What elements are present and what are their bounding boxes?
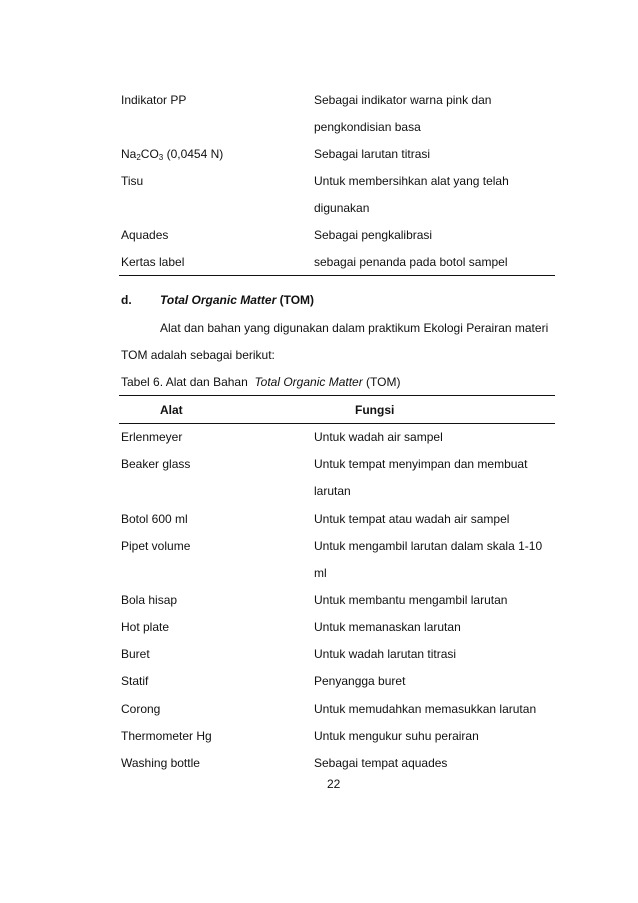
table-row-alat: Hot plate	[121, 620, 170, 634]
table-row-alat: Pipet volume	[121, 539, 191, 553]
table-bottom-rule	[119, 275, 555, 276]
table-row-fungsi: Sebagai tempat aquades	[314, 756, 448, 770]
table-row-alat: Beaker glass	[121, 457, 191, 471]
table-row-fungsi: Sebagai indikator warna pink dan	[314, 93, 492, 107]
page-number: 22	[327, 777, 341, 791]
table-row-fungsi: Penyangga buret	[314, 674, 406, 688]
table-row-fungsi: Untuk membantu mengambil larutan	[314, 593, 508, 607]
table-row-alat: Tisu	[121, 174, 144, 188]
table-row-fungsi-cont: larutan	[314, 484, 351, 498]
table-row-fungsi: Untuk mengambil larutan dalam skala 1-10	[314, 539, 543, 553]
table-row-alat: Erlenmeyer	[121, 430, 183, 444]
table-row-fungsi-cont: ml	[314, 566, 327, 580]
section-letter: d.	[121, 293, 132, 307]
table-row-fungsi-cont: digunakan	[314, 201, 370, 215]
section-title: Total Organic Matter (TOM)	[160, 293, 315, 307]
table-caption: Tabel 6. Alat dan Bahan Total Organic Matter (TOM)	[121, 375, 401, 389]
table-row-alat: Aquades	[121, 228, 169, 242]
table-row-alat: Buret	[121, 647, 150, 661]
header-fungsi: Fungsi	[355, 403, 395, 417]
table-row-alat: Washing bottle	[121, 756, 200, 770]
table-row-alat: Indikator PP	[121, 93, 187, 107]
table-row-fungsi-cont: pengkondisian basa	[314, 120, 421, 134]
paragraph-line: TOM adalah sebagai berikut:	[121, 348, 275, 362]
table-row-fungsi: Untuk wadah air sampel	[314, 430, 443, 444]
table-row-fungsi: Untuk memanaskan larutan	[314, 620, 461, 634]
table-row-alat: Botol 600 ml	[121, 512, 188, 526]
table-row-fungsi: Untuk wadah larutan titrasi	[314, 647, 457, 661]
table-row-alat: Statif	[121, 674, 149, 688]
table-top-rule	[119, 395, 555, 396]
table-row-fungsi: Untuk membersihkan alat yang telah	[314, 174, 509, 188]
table-row-fungsi: Untuk mengukur suhu perairan	[314, 729, 479, 743]
paragraph-line: Alat dan bahan yang digunakan dalam praktikum Ekologi Perairan materi	[160, 321, 549, 335]
table-header-rule	[119, 423, 555, 424]
table-row-fungsi: Sebagai pengkalibrasi	[314, 228, 433, 242]
table-row-fungsi: sebagai penanda pada botol sampel	[314, 255, 508, 269]
table-row-fungsi: Sebagai larutan titrasi	[314, 147, 431, 161]
table-row-fungsi: Untuk memudahkan memasukkan larutan	[314, 702, 537, 716]
table-row-alat: Corong	[121, 702, 161, 716]
table-row-alat: $Na_2CO_3$ (0,0454 N)	[121, 147, 224, 162]
header-alat: Alat	[160, 403, 183, 417]
table-row-alat: Thermometer Hg	[121, 729, 212, 743]
table-row-fungsi: Untuk tempat atau wadah air sampel	[314, 512, 510, 526]
table-row-alat: Kertas label	[121, 255, 185, 269]
table-row-fungsi: Untuk tempat menyimpan dan membuat	[314, 457, 528, 471]
table-row-alat: Bola hisap	[121, 593, 178, 607]
